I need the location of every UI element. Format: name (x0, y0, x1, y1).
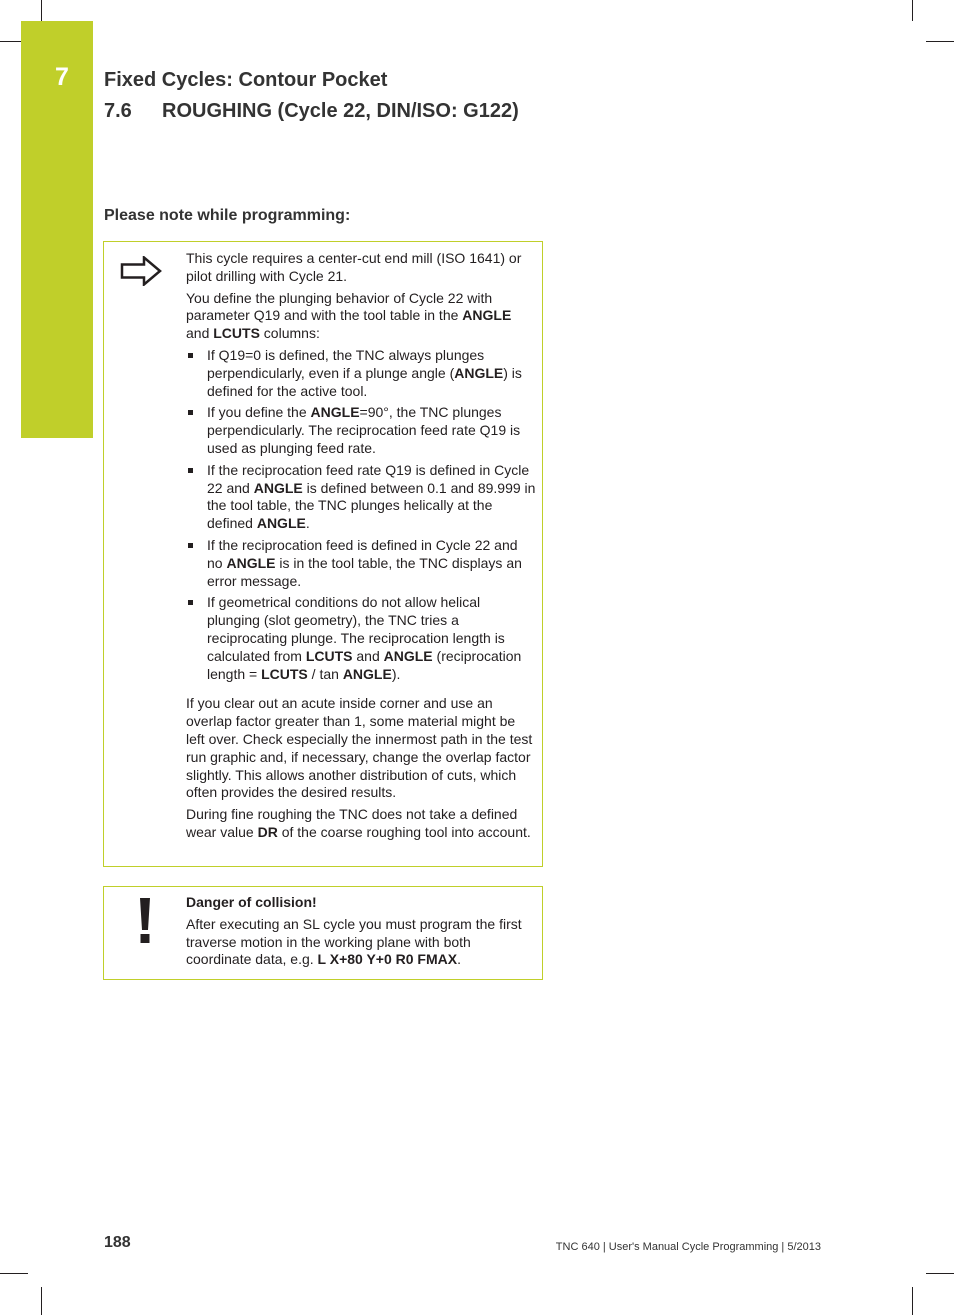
note-paragraph: During fine roughing the TNC does not take a defined wear value DR of the coarse roughing tool into account. (186, 806, 531, 840)
bullet-square-icon (188, 410, 193, 415)
crop-mark (0, 1273, 28, 1274)
note-box (103, 241, 543, 867)
page-number: 188 (104, 1234, 131, 1251)
note-paragraph: If you clear out an acute inside corner and use an overlap factor greater than 1, some material might be left over. Check especially the innermost path in the test run graphic and, if necessary, change the overlap factor slightly. This allows another distribution of cuts, which often provides the desired results. (186, 695, 533, 801)
note-heading: Please note while programming: (104, 207, 351, 224)
bullet-list (186, 347, 536, 683)
chapter-number: 7 (55, 63, 69, 91)
list-item: If the reciprocation feed rate Q19 is defined in Cycle 22 and ANGLE is defined between 0.1 and 89.999 in the tool table, the TNC plunges helically at the defined ANGLE. (186, 462, 536, 533)
chapter-title: Fixed Cycles: Contour Pocket (104, 69, 388, 91)
arrow-right-icon (120, 256, 162, 286)
note-content (186, 250, 536, 846)
list-item: If you define the ANGLE=90°, the TNC plunges perpendicularly. The reciprocation feed rate Q19 is used as plunging feed rate. (186, 404, 536, 457)
bullet-square-icon (188, 353, 193, 358)
crop-mark (912, 0, 913, 21)
bullet-square-icon (188, 543, 193, 548)
section-title (104, 97, 519, 125)
footer-text: TNC 640 | User's Manual Cycle Programming | 5/2013 (555, 1241, 821, 1253)
crop-mark (0, 41, 21, 42)
bullet-square-icon (188, 468, 193, 473)
bullet-square-icon (188, 600, 193, 605)
list-item: If the reciprocation feed is defined in Cycle 22 and no ANGLE is in the tool table, the TNC displays an error message. (186, 537, 536, 590)
danger-box (103, 886, 543, 980)
danger-content (186, 894, 536, 973)
crop-mark (926, 41, 954, 42)
danger-title: Danger of collision! (186, 894, 317, 910)
crop-mark (926, 1273, 954, 1274)
section-title-text: ROUGHING (Cycle 22, DIN/ISO: G122) (162, 100, 519, 122)
exclamation-icon (138, 897, 152, 945)
list-item: If geometrical conditions do not allow helical plunging (slot geometry), the TNC tries a reciprocating plunge. The reciprocation length is calculated from LCUTS and ANGLE (reciprocation length = LCUTS / tan ANGLE). (186, 594, 536, 683)
danger-paragraph: After executing an SL cycle you must program the first traverse motion in the working plane with both coordinate data, e.g. L X+80 Y+0 R0 FMAX. (186, 915, 522, 968)
list-item: If Q19=0 is defined, the TNC always plunges perpendicularly, even if a plunge angle (ANGLE) is defined for the active tool. (186, 347, 536, 400)
crop-mark (912, 1287, 913, 1315)
section-number: 7.6 (104, 100, 132, 122)
crop-mark (41, 1287, 42, 1315)
crop-mark (41, 0, 42, 21)
note-paragraph: You define the plunging behavior of Cycle 22 with parameter Q19 and with the tool table in the ANGLE and LCUTS columns: (186, 289, 512, 342)
note-paragraph: This cycle requires a center-cut end mill (ISO 1641) or pilot drilling with Cycle 21. (186, 250, 522, 284)
